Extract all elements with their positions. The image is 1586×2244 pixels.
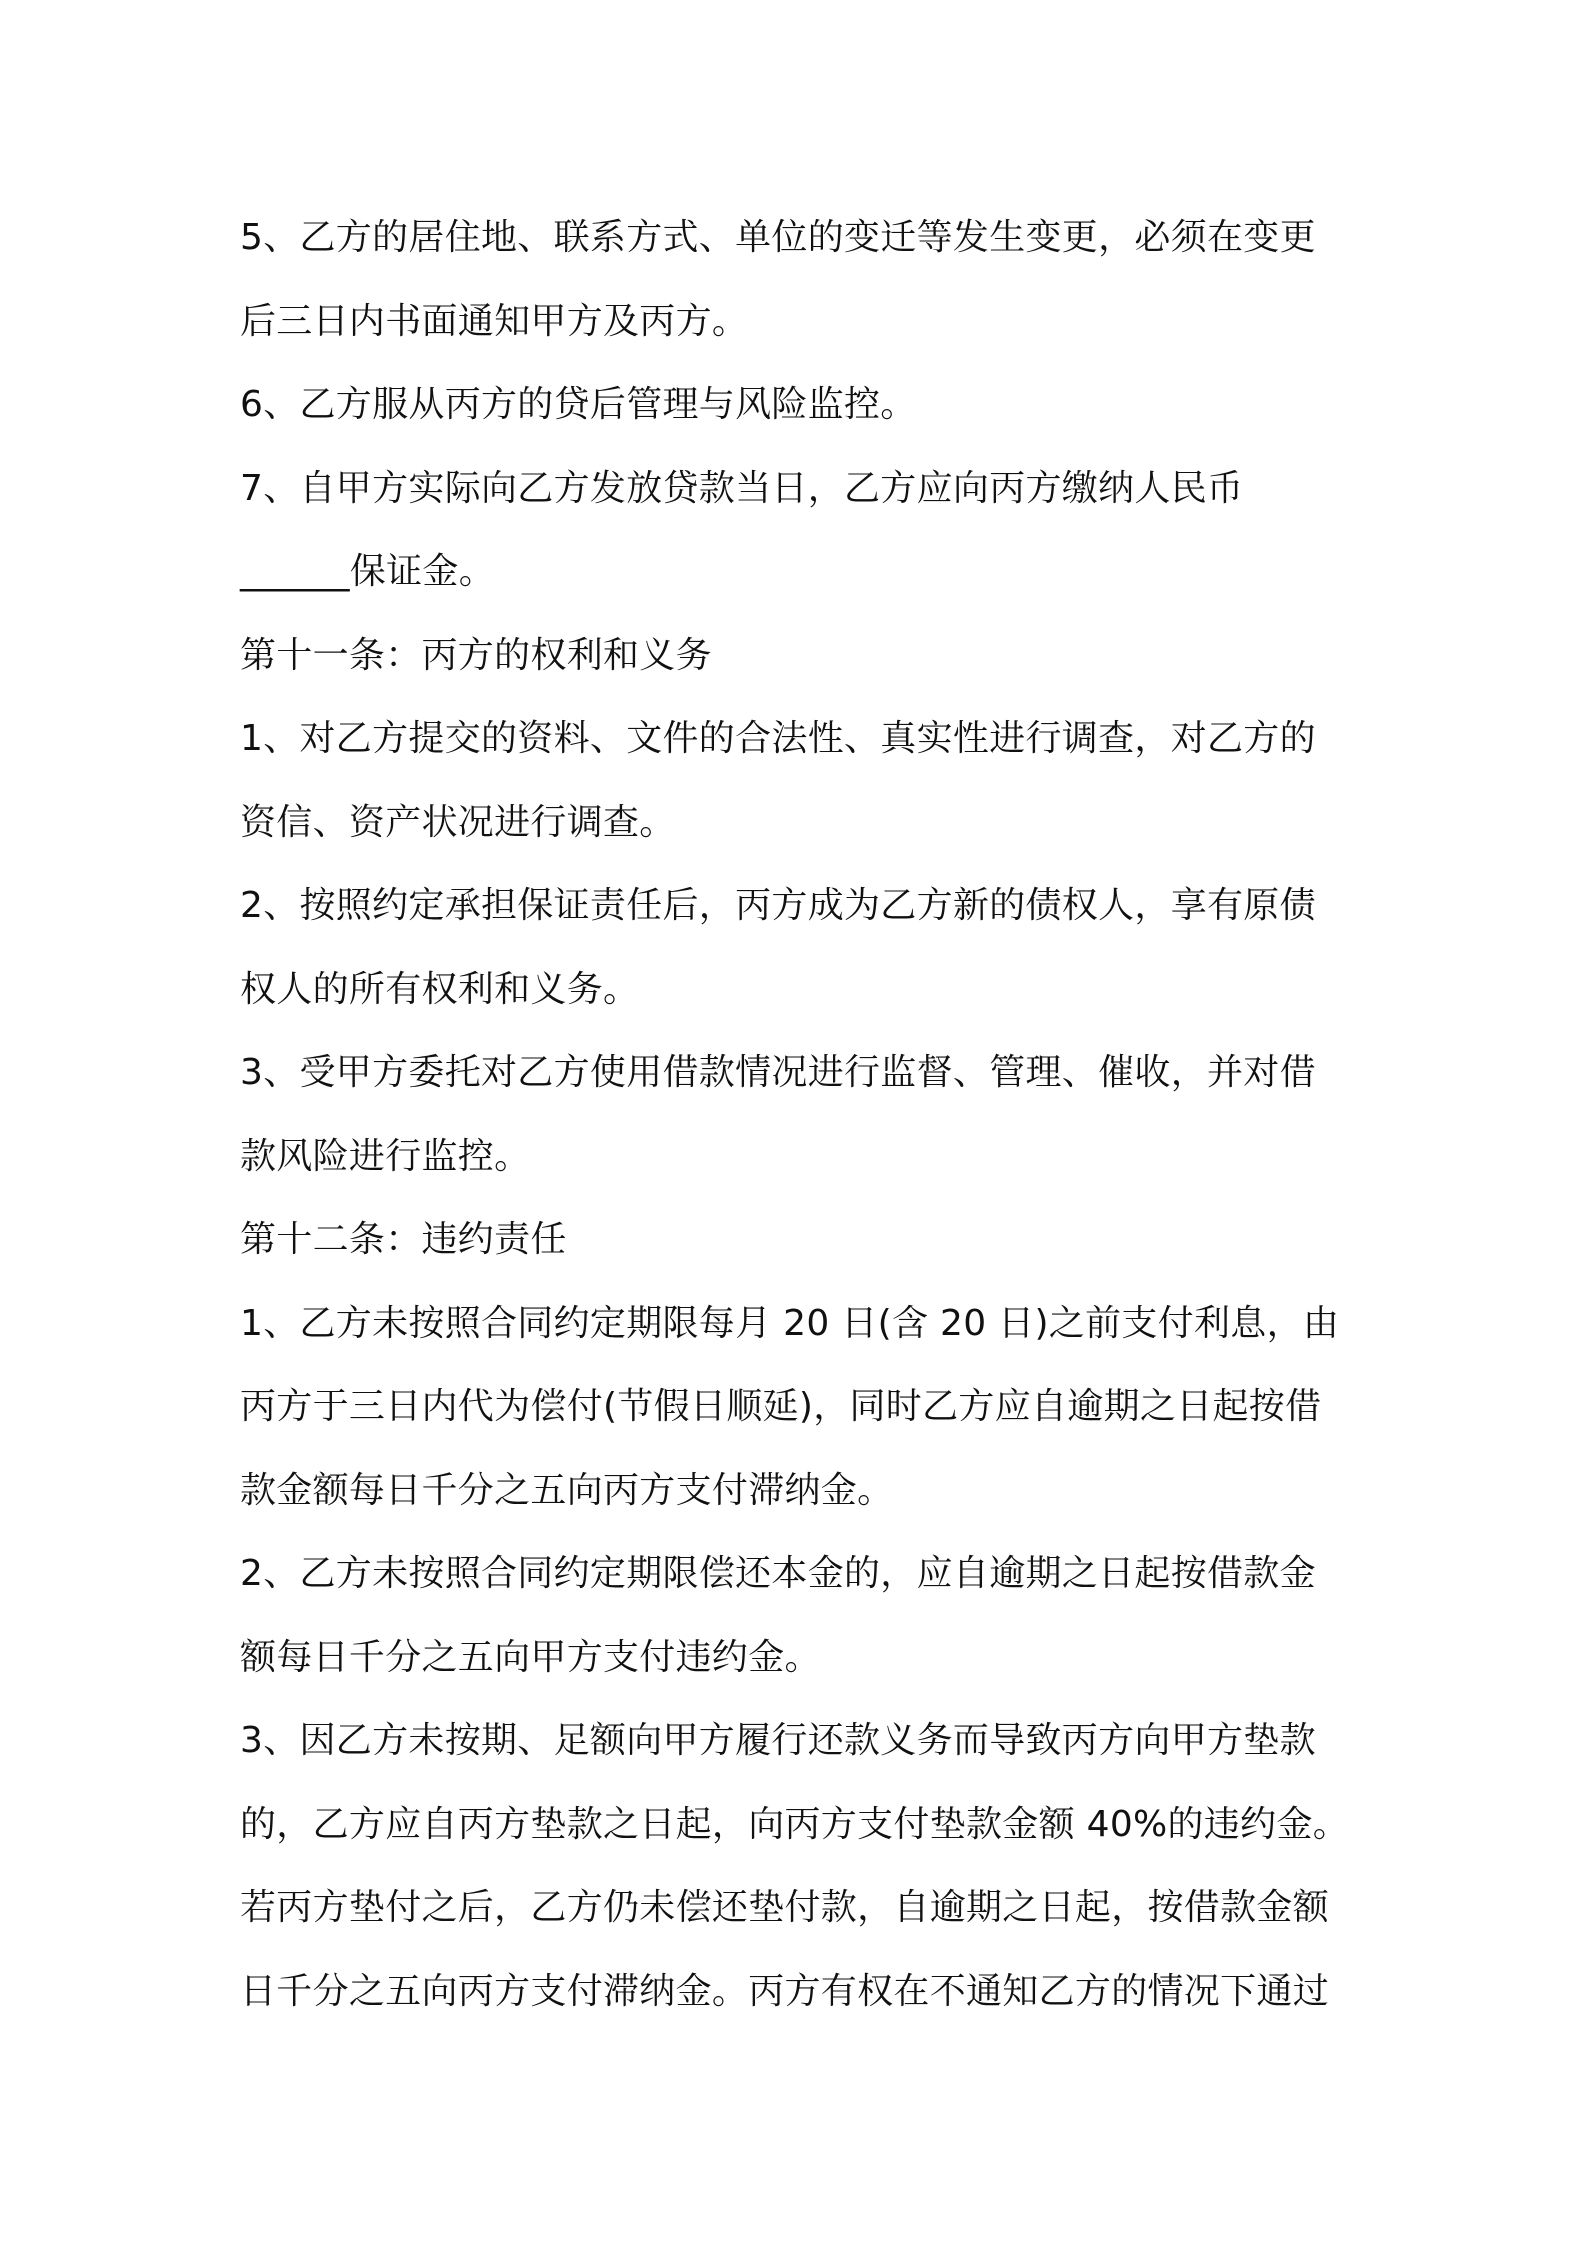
text-line: 资信、资产状况进行调查。 — [240, 801, 676, 843]
document-body — [240, 196, 1360, 2033]
text-line: 日千分之五向丙方支付滞纳金。丙方有权在不通知乙方的情况下通过 — [240, 1970, 1330, 2012]
text-line: 权人的所有权利和义务。 — [240, 968, 640, 1010]
text-line: 7、自甲方实际向乙方发放贷款当日，乙方应向丙方缴纳人民币 — [240, 467, 1244, 509]
text-line: 6、乙方服从丙方的贷后管理与风险监控。 — [240, 384, 917, 425]
text-line: 款风险进行监控。 — [240, 1135, 531, 1177]
section-heading-12: 第十二条：违约责任 — [240, 1219, 567, 1260]
section-heading-11: 第十一条：丙方的权利和义务 — [240, 634, 712, 676]
text-line: 额每日千分之五向甲方支付违约金。 — [240, 1636, 821, 1678]
text-line: 1、乙方未按照合同约定期限每月 20 日(含 20 日)之前支付利息，由 — [240, 1302, 1340, 1344]
text-line: ______保证金。 — [240, 551, 495, 592]
text-line: 的，乙方应自丙方垫款之日起，向丙方支付垫款金额 40%的违约金。 — [240, 1803, 1350, 1845]
text-line: 后三日内书面通知甲方及丙方。 — [240, 300, 749, 342]
text-line: 若丙方垫付之后，乙方仍未偿还垫付款，自逾期之日起，按借款金额 — [240, 1887, 1330, 1928]
text-line: 丙方于三日内代为偿付(节假日顺延)，同时乙方应自逾期之日起按借 — [240, 1386, 1322, 1427]
text-line: 3、受甲方委托对乙方使用借款情况进行监督、管理、催收，并对借 — [240, 1052, 1316, 1093]
text-line: 款金额每日千分之五向丙方支付滞纳金。 — [240, 1469, 894, 1511]
text-line: 3、因乙方未按期、足额向甲方履行还款义务而导致丙方向甲方垫款 — [240, 1720, 1316, 1761]
text-line: 2、按照约定承担保证责任后，丙方成为乙方新的债权人，享有原债 — [240, 885, 1316, 926]
text-line: 5、乙方的居住地、联系方式、单位的变迁等发生变更，必须在变更 — [240, 217, 1316, 258]
text-line: 1、对乙方提交的资料、文件的合法性、真实性进行调查，对乙方的 — [240, 718, 1316, 759]
text-line: 2、乙方未按照合同约定期限偿还本金的，应自逾期之日起按借款金 — [240, 1553, 1316, 1594]
